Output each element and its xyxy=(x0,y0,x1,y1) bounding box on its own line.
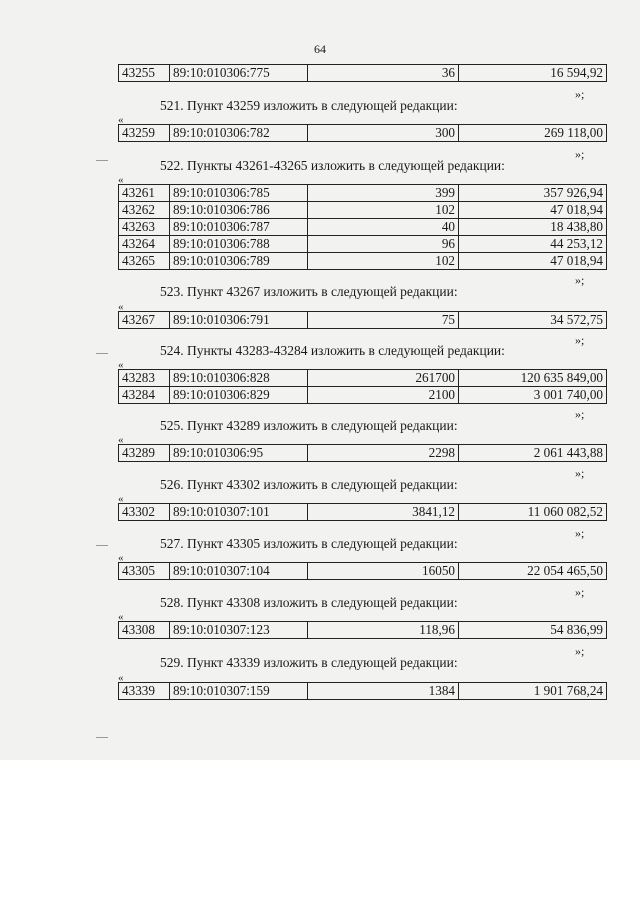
cell-cadastral: 89:10:010306:787 xyxy=(170,219,308,236)
table-row xyxy=(119,622,607,639)
cell-number: 43262 xyxy=(119,202,170,219)
cell-number: 43264 xyxy=(119,236,170,253)
section-heading: 524. Пункты 43283-43284 изложить в следующей редакции: xyxy=(160,343,505,358)
cell-number: 43305 xyxy=(119,563,170,580)
section-table xyxy=(118,444,607,462)
section-heading: 528. Пункт 43308 изложить в следующей редакции: xyxy=(160,595,458,610)
cell-value: 357 926,94 xyxy=(459,185,607,202)
section-table xyxy=(118,311,607,329)
cell-value: 11 060 082,52 xyxy=(459,504,607,521)
cell-value: 44 253,12 xyxy=(459,236,607,253)
section-heading: 525. Пункт 43289 изложить в следующей редакции: xyxy=(160,418,458,433)
opening-quote: « xyxy=(118,114,124,126)
closing-quote: »; xyxy=(575,526,585,540)
cell-number: 43267 xyxy=(119,312,170,329)
cell-cadastral: 89:10:010306:782 xyxy=(170,125,308,142)
opening-quote: « xyxy=(118,359,124,371)
opening-quote: « xyxy=(118,611,124,623)
cell-area: 399 xyxy=(308,185,459,202)
section-table xyxy=(118,562,607,580)
section-heading: 527. Пункт 43305 изложить в следующей редакции: xyxy=(160,536,458,551)
cell-value: 269 118,00 xyxy=(459,125,607,142)
cell-cadastral: 89:10:010306:785 xyxy=(170,185,308,202)
section-heading: 526. Пункт 43302 изложить в следующей редакции: xyxy=(160,477,458,492)
cell-area: 96 xyxy=(308,236,459,253)
cell-cadastral: 89:10:010306:786 xyxy=(170,202,308,219)
section-heading: 521. Пункт 43259 изложить в следующей редакции: xyxy=(160,98,458,113)
table-row xyxy=(119,185,607,202)
closing-quote: »; xyxy=(575,333,585,347)
opening-quote: « xyxy=(118,493,124,505)
table-row xyxy=(119,563,607,580)
cell-number: 43289 xyxy=(119,445,170,462)
cell-area: 300 xyxy=(308,125,459,142)
cell-area: 2298 xyxy=(308,445,459,462)
closing-quote: »; xyxy=(575,466,585,480)
page-number: 64 xyxy=(314,42,326,56)
closing-quote: »; xyxy=(575,147,585,161)
cell-number: 43263 xyxy=(119,219,170,236)
cell-number: 43339 xyxy=(119,683,170,700)
table-row xyxy=(119,370,607,387)
cell-cadastral: 89:10:010306:828 xyxy=(170,370,308,387)
section-table xyxy=(118,682,607,700)
table-row xyxy=(119,312,607,329)
cell-cadastral: 89:10:010306:788 xyxy=(170,236,308,253)
cell-number: 43284 xyxy=(119,387,170,404)
opening-quote: « xyxy=(118,174,124,186)
section-table xyxy=(118,621,607,639)
table-row xyxy=(119,504,607,521)
cell-value: 120 635 849,00 xyxy=(459,370,607,387)
cell-number: 43265 xyxy=(119,253,170,270)
cell-cadastral: 89:10:010306:95 xyxy=(170,445,308,462)
cell-area: 118,96 xyxy=(308,622,459,639)
cell-value: 47 018,94 xyxy=(459,202,607,219)
scan-edge-mark xyxy=(96,353,108,354)
cell-area: 3841,12 xyxy=(308,504,459,521)
cell-value: 22 054 465,50 xyxy=(459,563,607,580)
table-row xyxy=(119,387,607,404)
table-row xyxy=(119,253,607,270)
cell-cadastral: 89:10:010306:791 xyxy=(170,312,308,329)
cell-cadastral: 89:10:010307:101 xyxy=(170,504,308,521)
section-heading: 523. Пункт 43267 изложить в следующей редакции: xyxy=(160,284,458,299)
cell-value: 47 018,94 xyxy=(459,253,607,270)
cell-area: 2100 xyxy=(308,387,459,404)
table-row xyxy=(119,65,607,82)
closing-quote: »; xyxy=(575,407,585,421)
table-row xyxy=(119,445,607,462)
cell-number: 43259 xyxy=(119,125,170,142)
scan-edge-mark xyxy=(96,737,108,738)
cell-cadastral: 89:10:010306:829 xyxy=(170,387,308,404)
cell-cadastral: 89:10:010306:775 xyxy=(170,65,308,82)
opening-quote: « xyxy=(118,672,124,684)
section-table xyxy=(118,124,607,142)
cell-value: 3 001 740,00 xyxy=(459,387,607,404)
section-table xyxy=(118,369,607,404)
cell-cadastral: 89:10:010307:104 xyxy=(170,563,308,580)
cell-value: 2 061 443,88 xyxy=(459,445,607,462)
cell-area: 36 xyxy=(308,65,459,82)
closing-quote: »; xyxy=(575,87,585,101)
table-row xyxy=(119,219,607,236)
opening-quote: « xyxy=(118,434,124,446)
table-row xyxy=(119,202,607,219)
table-row xyxy=(119,125,607,142)
cell-number: 43255 xyxy=(119,65,170,82)
cell-area: 102 xyxy=(308,253,459,270)
cell-value: 34 572,75 xyxy=(459,312,607,329)
opening-quote: « xyxy=(118,301,124,313)
cell-area: 16050 xyxy=(308,563,459,580)
cell-area: 102 xyxy=(308,202,459,219)
section-table xyxy=(118,503,607,521)
cell-number: 43283 xyxy=(119,370,170,387)
section-heading: 529. Пункт 43339 изложить в следующей редакции: xyxy=(160,655,458,670)
scan-edge-mark xyxy=(96,545,108,546)
cell-area: 40 xyxy=(308,219,459,236)
section-table xyxy=(118,184,607,270)
section-heading: 522. Пункты 43261-43265 изложить в следующей редакции: xyxy=(160,158,505,173)
opening-quote: « xyxy=(118,552,124,564)
continued-table xyxy=(118,64,607,82)
scan-edge-mark xyxy=(96,160,108,161)
table-row xyxy=(119,683,607,700)
cell-number: 43308 xyxy=(119,622,170,639)
cell-cadastral: 89:10:010307:159 xyxy=(170,683,308,700)
cell-number: 43261 xyxy=(119,185,170,202)
cell-cadastral: 89:10:010307:123 xyxy=(170,622,308,639)
cell-number: 43302 xyxy=(119,504,170,521)
closing-quote: »; xyxy=(575,585,585,599)
cell-value: 18 438,80 xyxy=(459,219,607,236)
table-row xyxy=(119,236,607,253)
closing-quote: »; xyxy=(575,273,585,287)
cell-value: 1 901 768,24 xyxy=(459,683,607,700)
cell-area: 1384 xyxy=(308,683,459,700)
cell-value: 16 594,92 xyxy=(459,65,607,82)
cell-cadastral: 89:10:010306:789 xyxy=(170,253,308,270)
closing-quote: »; xyxy=(575,644,585,658)
cell-value: 54 836,99 xyxy=(459,622,607,639)
cell-area: 75 xyxy=(308,312,459,329)
cell-area: 261700 xyxy=(308,370,459,387)
